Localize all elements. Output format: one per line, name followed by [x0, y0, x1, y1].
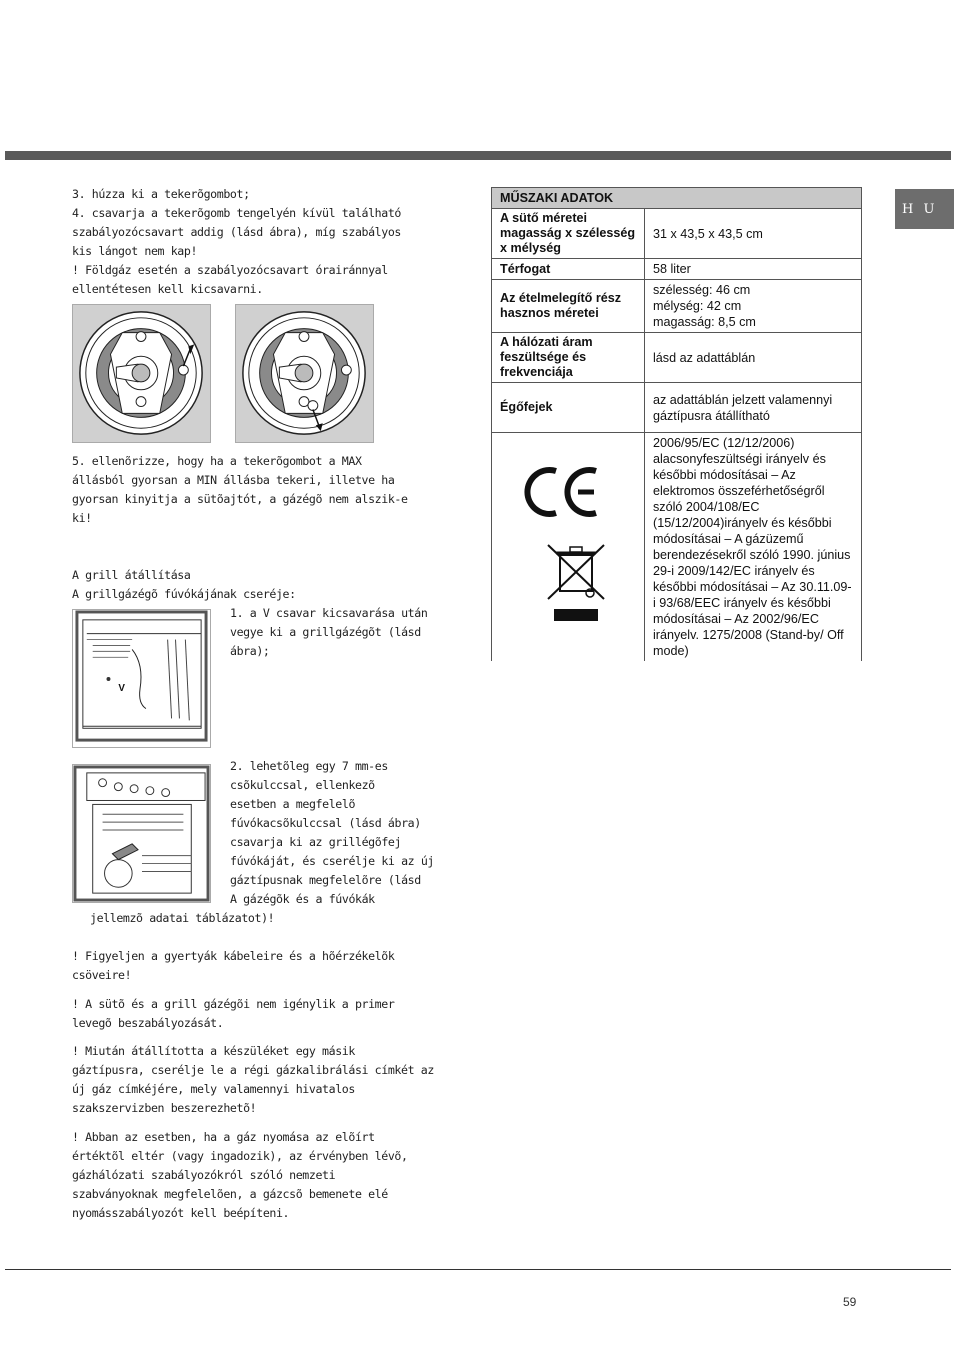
nozzle-replacement-figure — [72, 764, 211, 903]
text-line: gáztípusnak megfelelõre (lásd — [230, 873, 421, 887]
row-value: az adattáblán jelzett valamennyi gáztípusra átállítható — [645, 383, 862, 433]
row-value: szélesség: 46 cm mélység: 42 cm magasság: 8,5 cm — [645, 280, 862, 333]
knob-figure-left — [72, 304, 211, 443]
text-line: vegye ki a grillgázégõt (lásd — [230, 625, 421, 639]
row-value: 58 liter — [645, 259, 862, 280]
text-line: ! A sütõ és a grill gázégõi nem igénylik a primer — [72, 997, 395, 1011]
text-line: szakszervizben beszerezhetõ! — [72, 1101, 257, 1115]
grill-section-subtitle: A grillgázégõ fúvókájának cseréje: — [72, 587, 296, 601]
knob-figure-right — [235, 304, 374, 443]
text-line: levegõ beszabályozását. — [72, 1016, 224, 1030]
text-line: szabályozócsavart addig (lásd ábra), míg szabályos — [72, 225, 402, 239]
text-line: kis lángot nem kap! — [72, 244, 198, 258]
text-line: ! Miután átállította a készüléket egy másik — [72, 1044, 355, 1058]
technical-data-table — [491, 187, 862, 661]
directives-text: 2006/95/EC (12/12/2006) alacsonyfeszültségi irányelv és későbbi módosításai – Az elektromos összeférhetőségről szóló 2004/108/EC (15/12/2004)irányelv és későbbi módosításai – A gázüzemű berendezésekről szóló 1990. június 29-i 2009/142/EC irányelv és későbbi módosításai – Az 30.11.09-i 93/68/EEC irányelv és későbbi módosításai – Az 2002/96/EC irányelv. 1275/2008 (Stand-by/ Off mode) — [645, 433, 862, 662]
text-line: nyomásszabályozót kell beépíteni. — [72, 1206, 290, 1220]
text-line: értéktõl eltér (vagy ingadozik), az érvényben lévõ, — [72, 1149, 408, 1163]
footer-rule — [5, 1269, 951, 1270]
text-line: 2. lehetõleg egy 7 mm-es — [230, 759, 388, 773]
text-line: ! Földgáz esetén a szabályozócsavart órairánnyal — [72, 263, 388, 277]
table-row — [492, 259, 862, 280]
language-tab: H U — [895, 189, 954, 229]
table-title: MŰSZAKI ADATOK — [492, 188, 862, 209]
grill-screw-label: V — [118, 682, 125, 694]
text-line: jellemzõ adatai táblázatot)! — [90, 911, 275, 925]
text-line: fúvókacsõkulccsal (lásd ábra) — [230, 816, 421, 830]
text-line: csöveire! — [72, 968, 132, 982]
text-line: A gázégõk és a fúvókák — [230, 892, 375, 906]
header-bar — [5, 151, 951, 160]
weee-crossed-bin-icon — [548, 545, 604, 621]
text-line: ki! — [72, 511, 92, 525]
text-line: esetben a megfelelõ — [230, 797, 356, 811]
text-line: állásból gyorsan a MIN állásba tekeri, illetve ha — [72, 473, 395, 487]
text-line: szabványoknak megfelelõen, a gázcsõ bemenete elé — [72, 1187, 388, 1201]
row-value: lásd az adattáblán — [645, 333, 862, 383]
row-label: A hálózati áram feszültsége és frekvenciája — [492, 333, 645, 383]
row-label: Az ételmelegítő rész hasznos méretei — [492, 280, 645, 333]
text-line: 3. húzza ki a tekerõgombot; — [72, 187, 250, 201]
text-line: fúvókáját, és cserélje ki az új — [230, 854, 434, 868]
table-row — [492, 333, 862, 383]
text-line: ábra); — [230, 644, 270, 658]
text-line: ! Figyeljen a gyertyák kábeleire és a hõérzékelõk — [72, 949, 395, 963]
text-line: új gáz címkéjére, mely valamennyi hivatalos — [72, 1082, 355, 1096]
grill-removal-figure — [72, 609, 211, 748]
text-line: gáztípusra, cserélje le a régi gázkalibrálási címkét az — [72, 1063, 434, 1077]
table-row — [492, 383, 862, 433]
text-line: 5. ellenõrizze, hogy ha a tekerõgombot a MAX — [72, 454, 362, 468]
text-line: csõkulccsal, ellenkezõ — [230, 778, 375, 792]
table-row — [492, 433, 862, 662]
table-row — [492, 209, 862, 259]
text-line: gyorsan kinyitja a sütõajtót, a gázégõ nem alszik-e — [72, 492, 408, 506]
text-line: ! Abban az esetben, ha a gáz nyomása az elõírt — [72, 1130, 375, 1144]
compliance-symbols — [492, 433, 645, 662]
row-value: 31 x 43,5 x 43,5 cm — [645, 209, 862, 259]
text-line: 4. csavarja a tekerõgomb tengelyén kívül található — [72, 206, 402, 220]
text-line: gázhálózati szabályozókról szóló nemzeti — [72, 1168, 336, 1182]
row-label: Térfogat — [492, 259, 645, 280]
page-number: 59 — [843, 1295, 857, 1309]
row-label: Égőfejek — [492, 383, 645, 433]
text-line: ellentétesen kell kicsavarni. — [72, 282, 263, 296]
table-row — [492, 280, 862, 333]
text-line: csavarja ki az grillégõfej — [230, 835, 402, 849]
row-label: A sütő méretei magasság x szélesség x mélység — [492, 209, 645, 259]
text-line: 1. a V csavar kicsavarása után — [230, 606, 428, 620]
grill-section-title: A grill átállítása — [72, 568, 191, 582]
ce-mark-icon — [508, 435, 628, 635]
